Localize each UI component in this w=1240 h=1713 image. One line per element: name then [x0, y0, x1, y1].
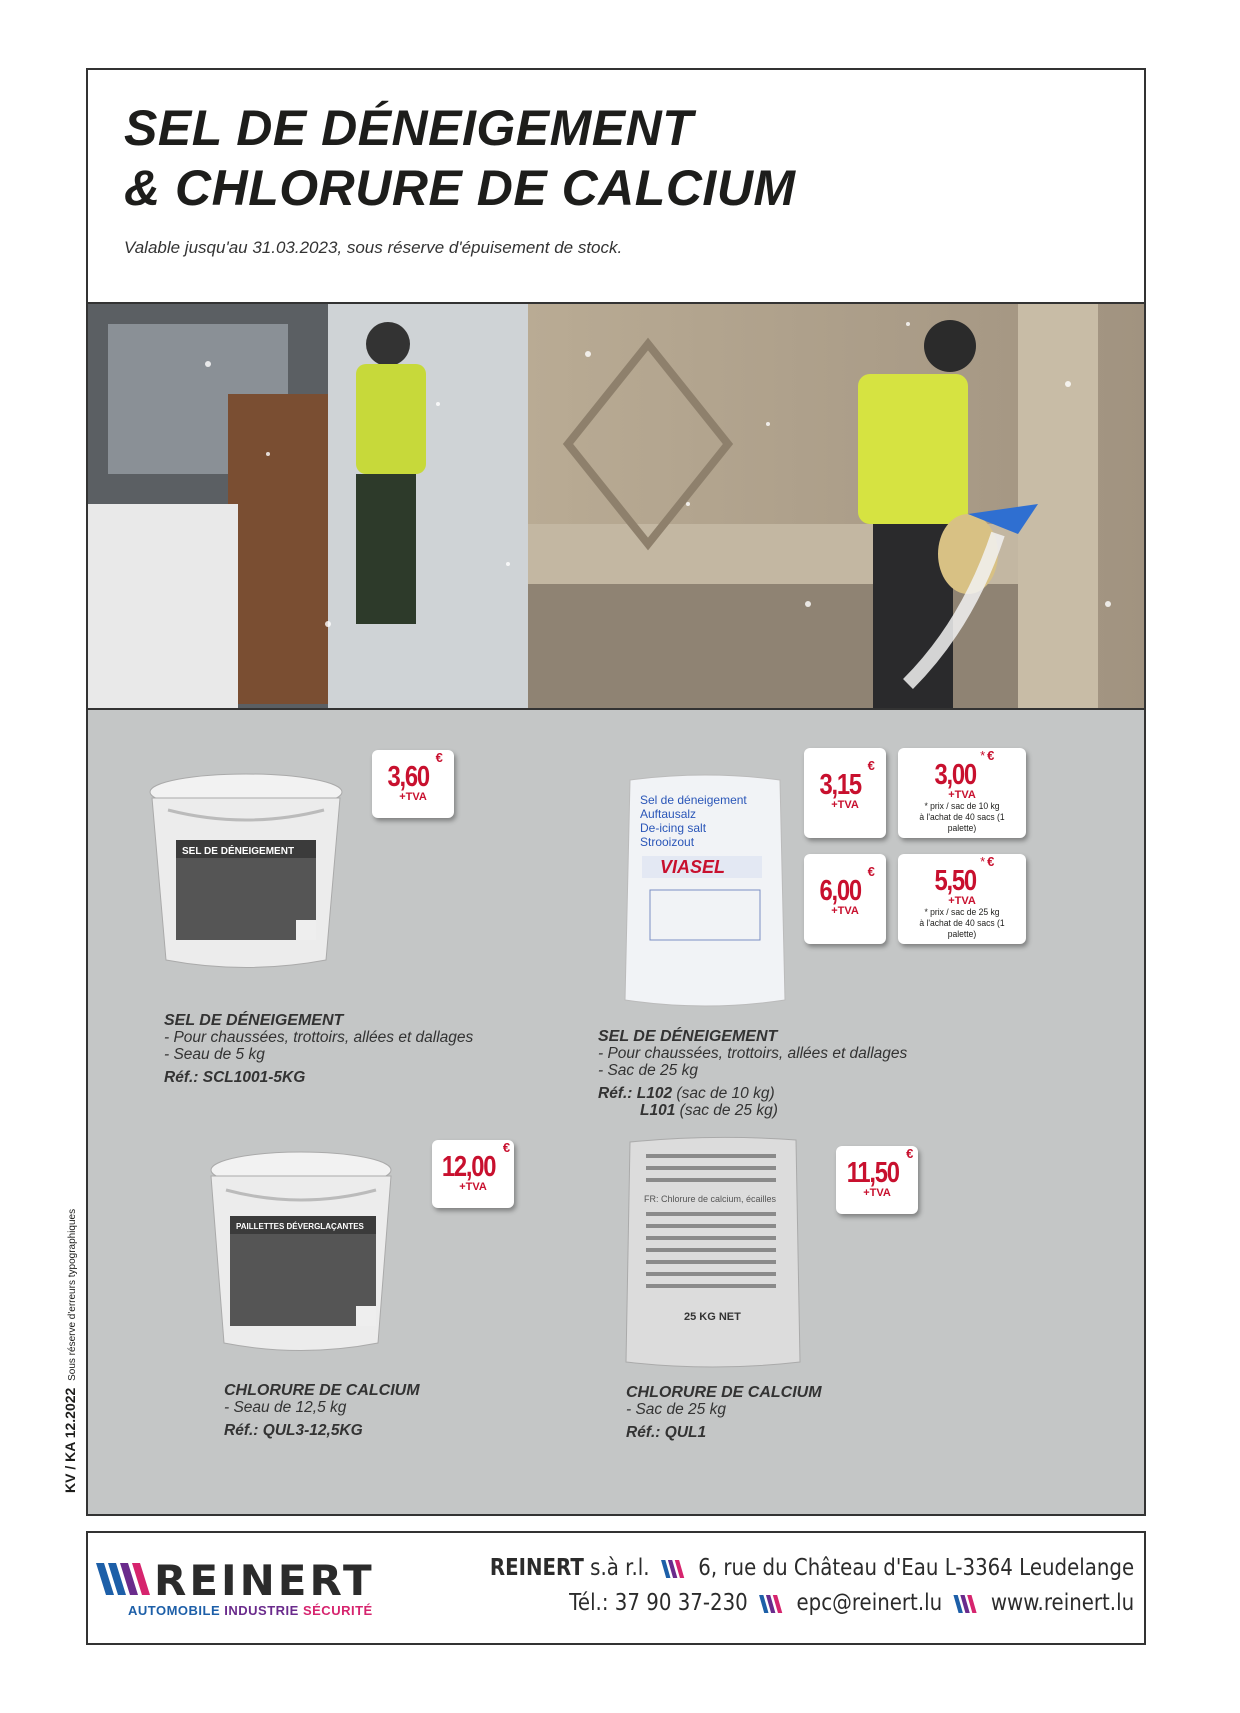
price-tax: +TVA — [831, 799, 859, 811]
product-description-l101 — [598, 1028, 907, 1119]
product-line: - Sac de 25 kg — [626, 1401, 726, 1418]
bucket-label-1: SEL DE DÉNEIGEMENT — [182, 846, 295, 857]
price-amount: 5,50 — [934, 865, 976, 897]
stripes-icon — [759, 1595, 785, 1613]
price-tax: +TVA — [399, 791, 427, 803]
salt-bucket-5kg-image — [146, 770, 346, 970]
product-ref: Réf.: QUL1 — [626, 1424, 707, 1441]
company-name: REINERT — [489, 1555, 584, 1581]
price-tag-qul1 — [836, 1146, 918, 1214]
price-tag-l101-pallet: 5,50* € +TVA * prix / sac de 25 kg à l'achat de 40 sacs (1 palette) — [898, 854, 1026, 944]
product-name: SEL DE DÉNEIGEMENT — [164, 1012, 344, 1029]
price-note: à l'achat de 40 sacs (1 palette) — [919, 812, 1005, 834]
price-tag-scl1001 — [372, 750, 454, 818]
price-tax: +TVA — [948, 895, 976, 907]
price-tax: +TVA — [831, 905, 859, 917]
product-ref: Réf.: SCL1001-5KG — [164, 1069, 306, 1086]
company-suffix: s.à r.l. — [590, 1555, 650, 1581]
price-note: à l'achat de 40 sacs (1 palette) — [919, 918, 1005, 940]
price-tag-qul3 — [432, 1140, 514, 1208]
product-name: CHLORURE DE CALCIUM — [626, 1384, 822, 1401]
product-ref: Réf.: QUL3-12,5KG — [224, 1422, 363, 1439]
website-link[interactable]: www.reinert.lu — [990, 1590, 1134, 1616]
validity-note: Valable jusqu'au 31.03.2023, sous réserve d'épuisement de stock. — [124, 238, 623, 257]
hero-photo — [88, 302, 1144, 710]
price-note: * prix / sac de 10 kg — [924, 801, 1000, 812]
calcium-bucket-12kg-image — [206, 1148, 396, 1358]
product-line: - Seau de 5 kg — [164, 1046, 265, 1063]
stripes-icon — [953, 1595, 979, 1613]
bag-line-3: De-icing salt — [640, 821, 707, 835]
bag-weight: 25 KG NET — [684, 1311, 741, 1323]
price-tag-l102-pallet: 3,00* € +TVA * prix / sac de 10 kg à l'achat de 40 sacs (1 palette) — [898, 748, 1026, 838]
bag-line-4: Strooizout — [640, 835, 695, 849]
price-tax: +TVA — [459, 1181, 487, 1193]
product-description-qul1 — [626, 1384, 822, 1441]
calcium-bag-image — [618, 1134, 808, 1370]
price-currency: € — [906, 1146, 914, 1161]
side-note — [62, 1209, 78, 1493]
products-panel — [88, 710, 1144, 1514]
product-ref-2: L101 (sac de 25 kg) — [640, 1102, 778, 1119]
bag-fr-line: FR: Chlorure de calcium, écailles — [644, 1194, 777, 1204]
product-name: SEL DE DÉNEIGEMENT — [598, 1028, 778, 1045]
viasel-bag-image — [620, 770, 790, 1010]
price-currency: € — [987, 854, 995, 869]
price-amount: 6,00 — [819, 875, 862, 907]
street-address: 6, rue du Château d'Eau L-3364 Leudelange — [698, 1555, 1134, 1581]
logo-text: REINERT — [154, 1556, 375, 1603]
stripes-icon — [661, 1560, 687, 1578]
product-description-qul3 — [224, 1382, 420, 1439]
price-tag-l101 — [804, 854, 886, 944]
email-link[interactable]: epc@reinert.lu — [796, 1590, 943, 1616]
product-line: - Pour chaussées, trottoirs, allées et dallages — [164, 1029, 474, 1046]
price-tax: +TVA — [948, 789, 976, 801]
price-amount: 3,15 — [819, 769, 862, 801]
bag-line-1: Sel de déneigement — [640, 793, 747, 807]
price-note: * prix / sac de 25 kg — [924, 907, 1000, 918]
logo-stripes-icon — [96, 1563, 150, 1595]
product-name: CHLORURE DE CALCIUM — [224, 1382, 420, 1399]
logo-tagline: AUTOMOBILE INDUSTRIE SÉCURITÉ — [128, 1603, 373, 1618]
hero-photo-illustration — [88, 304, 1144, 708]
company-address — [490, 1551, 1134, 1621]
product-line: - Seau de 12,5 kg — [224, 1399, 347, 1416]
price-currency: € — [435, 750, 443, 765]
flyer-header — [88, 70, 1144, 302]
price-currency: € — [867, 758, 875, 773]
product-line: - Sac de 25 kg — [598, 1062, 698, 1079]
price-tax: +TVA — [863, 1187, 891, 1199]
price-amount: 11,50 — [846, 1157, 899, 1189]
side-note-code: KV / KA 12.2022 — [62, 1387, 78, 1493]
price-tag-l102 — [804, 748, 886, 838]
price-amount: 3,00 — [934, 759, 976, 791]
bag-line-2: Auftausalz — [640, 807, 697, 821]
price-amount: 12,00 — [441, 1151, 496, 1183]
price-currency: € — [502, 1140, 511, 1155]
price-currency: € — [987, 748, 995, 763]
product-ref: Réf.: L102 (sac de 10 kg) — [598, 1085, 775, 1102]
product-description-scl1001 — [164, 1012, 473, 1086]
side-note-text: Sous réserve d'erreurs typographiques — [67, 1208, 78, 1381]
reinert-logo — [96, 1555, 386, 1603]
bucket-label-2: PAILLETTES DÉVERGLAÇANTES — [236, 1222, 364, 1231]
bag-brand: VIASEL — [660, 857, 726, 877]
page-title — [124, 98, 796, 218]
title-line-1: SEL DE DÉNEIGEMENT — [124, 100, 694, 156]
footer — [86, 1531, 1146, 1645]
phone-number: Tél.: 37 90 37-230 — [569, 1590, 748, 1616]
price-currency: € — [867, 864, 875, 879]
title-line-2: & CHLORURE DE CALCIUM — [124, 160, 796, 216]
price-amount: 3,60 — [387, 761, 430, 793]
product-line: - Pour chaussées, trottoirs, allées et dallages — [598, 1045, 908, 1062]
flyer-frame — [86, 68, 1146, 1516]
